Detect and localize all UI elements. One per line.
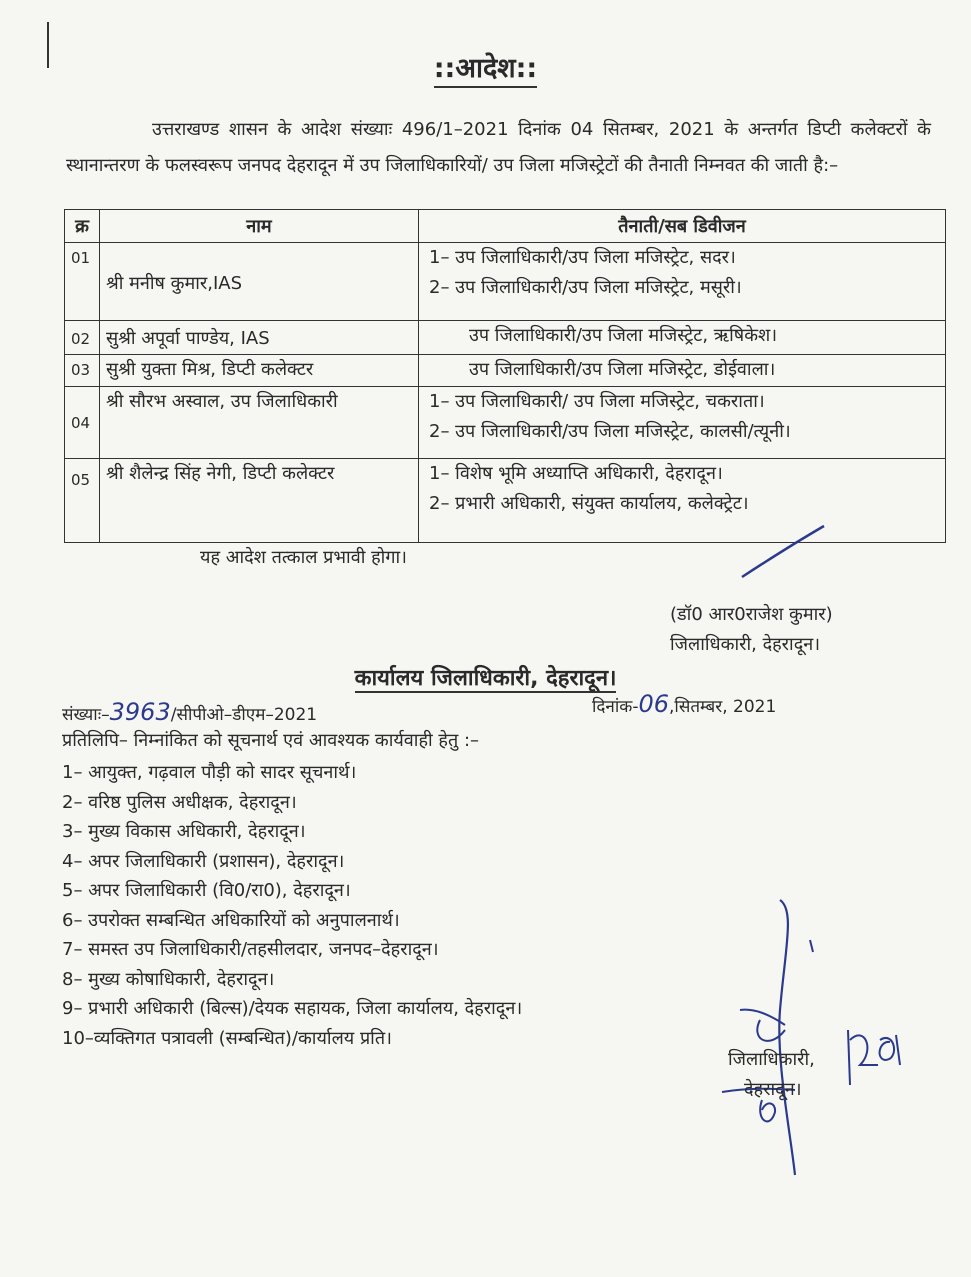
footer-place: देहरादून। <box>744 1079 802 1100</box>
office-heading: कार्यालय जिलाधिकारी, देहरादून। <box>354 666 617 691</box>
row-serial: 02 <box>71 330 91 348</box>
list-item: 9– प्रभारी अधिकारी (बिल्स)/देयक सहायक, जिला कार्यालय, देहरादून। <box>62 998 523 1019</box>
posting-table <box>64 209 946 543</box>
list-item: 10–व्यक्तिगत पत्रावली (सम्बन्धित)/कार्यालय प्रति। <box>62 1027 392 1049</box>
row-name: श्री सौरभ अस्वाल, उप जिलाधिकारी <box>106 391 338 412</box>
signatory-block <box>670 600 833 660</box>
footer-signature-block <box>728 1045 815 1105</box>
row-name: श्री मनीष कुमार,IAS <box>106 273 243 294</box>
copy-list <box>62 758 522 1053</box>
row-name: सुश्री युक्ता मिश्र, डिप्टी कलेक्टर <box>106 359 314 380</box>
signature-stroke-icon <box>738 522 828 582</box>
intro-paragraph: उत्तराखण्ड शासन के आदेश संख्याः 496/1–2021 दिनांक 04 सितम्बर, 2021 के अन्तर्गत डिप्टी कलेक्टरों के स्थानान्तरण के फलस्वरूप जनपद देहरादून में उप जिलाधिकारियों/ उप जिला मजिस्ट्रेटों की तैनाती निम्नवत की जाती है:– <box>66 119 931 176</box>
row-serial: 05 <box>71 471 91 489</box>
order-title: ::आदेश:: <box>0 48 971 85</box>
row-post: 1– उप जिलाधिकारी/ उप जिला मजिस्ट्रेट, चकराता। <box>429 391 765 412</box>
row-post: 2– प्रभारी अधिकारी, संयुक्त कार्यालय, कलेक्ट्रेट। <box>429 493 749 514</box>
row-name: श्री शैलेन्द्र सिंह नेगी, डिप्टी कलेक्टर <box>106 463 335 484</box>
header-serial: क्र <box>65 210 100 243</box>
list-item: 2– वरिष्ठ पुलिस अधीक्षक, देहरादून। <box>62 791 297 813</box>
list-item: 4– अपर जिलाधिकारी (प्रशासन), देहरादून। <box>62 850 345 872</box>
table-row <box>65 387 946 459</box>
copy-intro: प्रतिलिपि– निम्नांकित को सूचनार्थ एवं आवश्यक कार्यवाही हेतु :– <box>62 730 480 751</box>
row-serial: 01 <box>71 249 91 267</box>
header-name: नाम <box>100 210 419 243</box>
list-item: 5– अपर जिलाधिकारी (वि0/रा0), देहरादून। <box>62 880 351 901</box>
table-row <box>65 243 946 321</box>
row-name: सुश्री अपूर्वा पाण्डेय, IAS <box>106 328 270 349</box>
row-serial: 03 <box>71 361 91 379</box>
reference-number <box>62 698 317 726</box>
date-suffix: ,सितम्बर, 2021 <box>669 697 777 717</box>
row-serial: 04 <box>71 413 91 432</box>
list-item: 8– मुख्य कोषाधिकारी, देहरादून। <box>62 968 275 990</box>
list-item: 6– उपरोक्त सम्बन्धित अधिकारियों को अनुपालनार्थ। <box>62 909 400 931</box>
row-post: 2– उप जिलाधिकारी/उप जिला मजिस्ट्रेट, कालसी/त्यूनी। <box>429 421 791 442</box>
table-row <box>65 321 946 355</box>
row-post: उप जिलाधिकारी/उप जिला मजिस्ट्रेट, ऋषिकेश। <box>469 325 778 346</box>
ref-prefix: संख्याः– <box>62 705 110 725</box>
date-prefix: दिनांक- <box>592 697 639 717</box>
row-post: उप जिलाधिकारी/उप जिला मजिस्ट्रेट, डोईवाला। <box>469 359 776 380</box>
handwritten-signature-icon <box>700 890 920 1180</box>
table-header-row <box>65 210 946 243</box>
signatory-designation: जिलाधिकारी, देहरादून। <box>670 634 821 655</box>
footer-designation: जिलाधिकारी, <box>728 1049 815 1070</box>
header-posting: तैनाती/सब डिवीजन <box>419 210 946 243</box>
ref-suffix: /सीपीओ–डीएम–2021 <box>170 705 318 725</box>
issue-date <box>592 690 776 718</box>
effect-statement: यह आदेश तत्काल प्रभावी होगा। <box>200 547 407 568</box>
ref-handwritten-number: 3963 <box>109 698 171 726</box>
row-post: 1– विशेष भूमि अध्याप्ति अधिकारी, देहरादून। <box>429 463 723 484</box>
table-row <box>65 355 946 387</box>
list-item: 3– मुख्य विकास अधिकारी, देहरादून। <box>62 821 306 842</box>
row-post: 2– उप जिलाधिकारी/उप जिला मजिस्ट्रेट, मसूरी। <box>429 277 742 298</box>
list-item: 7– समस्त उप जिलाधिकारी/तहसीलदार, जनपद–देहरादून। <box>62 939 439 960</box>
date-handwritten-day: 06 <box>638 690 670 718</box>
row-post: 1– उप जिलाधिकारी/उप जिला मजिस्ट्रेट, सदर। <box>429 247 736 268</box>
list-item: 1– आयुक्त, गढ़वाल पौड़ी को सादर सूचनार्थ। <box>62 762 357 783</box>
signatory-name: (डॉ0 आर0राजेश कुमार) <box>670 604 833 625</box>
